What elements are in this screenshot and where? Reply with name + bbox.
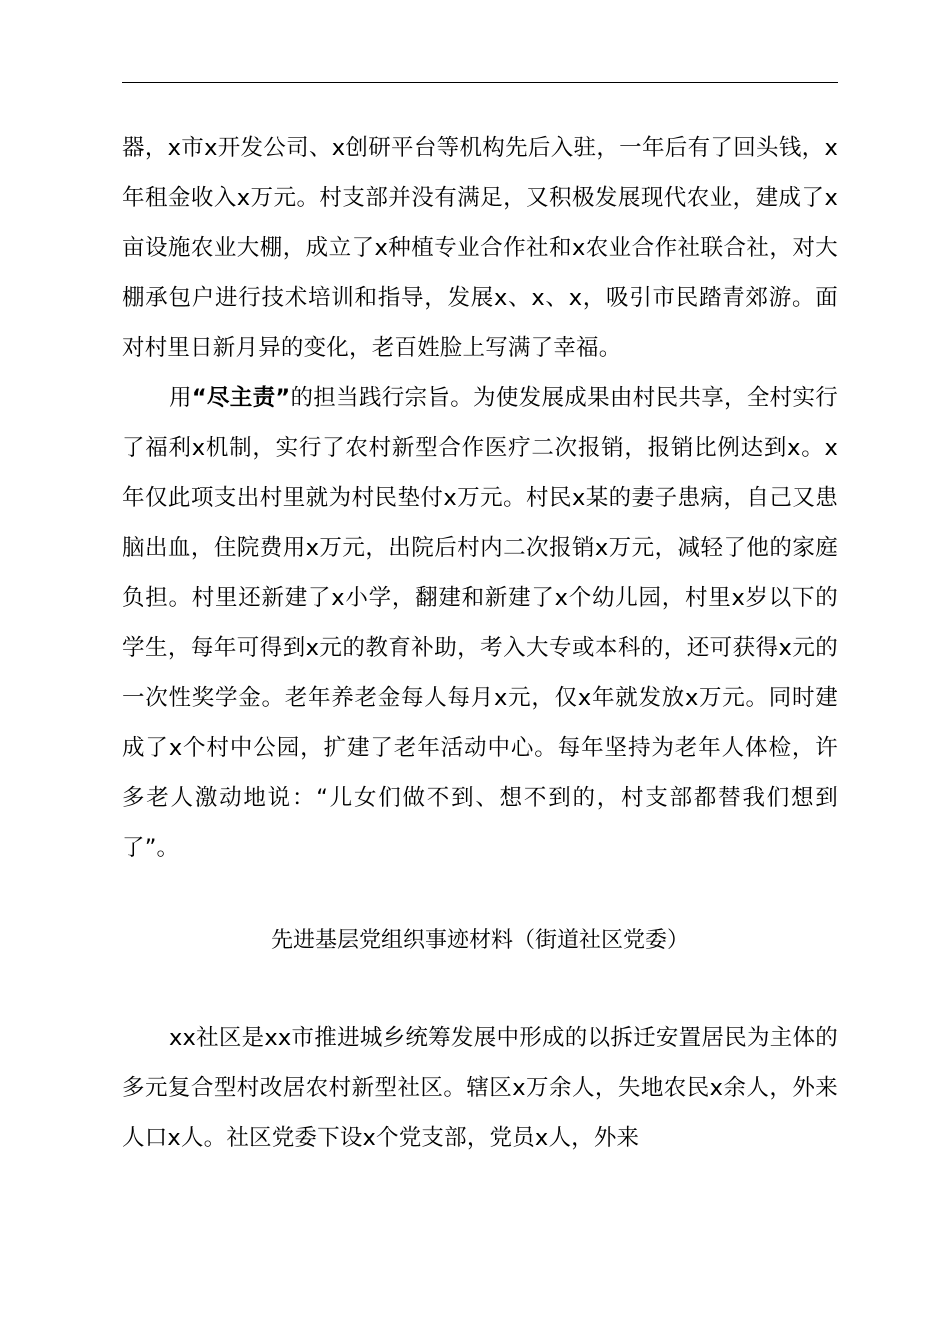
paragraph-emphasis: “尽主责”	[191, 385, 291, 411]
paragraph-community: xx社区是xx市推进城乡统筹发展中形成的以拆迁安置居民为主体的多元复合型村改居农村新型社区。辖区x万余人，失地农民x余人，外来人口x人。社区党委下设x个党支部，党员x人，外来	[122, 1025, 838, 1151]
header-rule	[122, 82, 838, 83]
document-body	[122, 123, 838, 1163]
paragraph-lead-char: 用	[169, 385, 192, 411]
paragraph-body: 的担当践行宗旨。为使发展成果由村民共享，全村实行了福利x机制，实行了农村新型合作医疗二次报销，报销比例达到x。x年仅此项支出村里就为村民垫付x万元。村民x某的妻子患病，自己又患脑出血，住院费用x万元，出院后村内二次报销x万元，减轻了他的家庭负担。村里还新建了x小学，翻建和新建了x个幼儿园，村里x岁以下的学生，每年可得到x元的教育补助，考入大专或本科的，还可获得x元的一次性奖学金。老年养老金每人每月x元，仅x年就发放x万元。同时建成了x个村中公园，扩建了老年活动中心。每年坚持为老年人体检，许多老人激动地说：“儿女们做不到、想不到的，村支部都替我们想到了”。	[122, 385, 838, 861]
section-title: 先进基层党组织事迹材料（街道社区党委）	[270, 928, 689, 953]
paragraph-welfare	[122, 373, 838, 873]
paragraph-continuation: 器，x市x开发公司、x创研平台等机构先后入驻，一年后有了回头钱，x年租金收入x万元。村支部并没有满足，又积极发展现代农业，建成了x亩设施农业大棚，成立了x种植专业合作社和x农业合作社联合社，对大棚承包户进行技术培训和指导，发展x、x、x，吸引市民踏青郊游。面对村里日新月异的变化，老百姓脸上写满了幸福。	[122, 135, 838, 361]
